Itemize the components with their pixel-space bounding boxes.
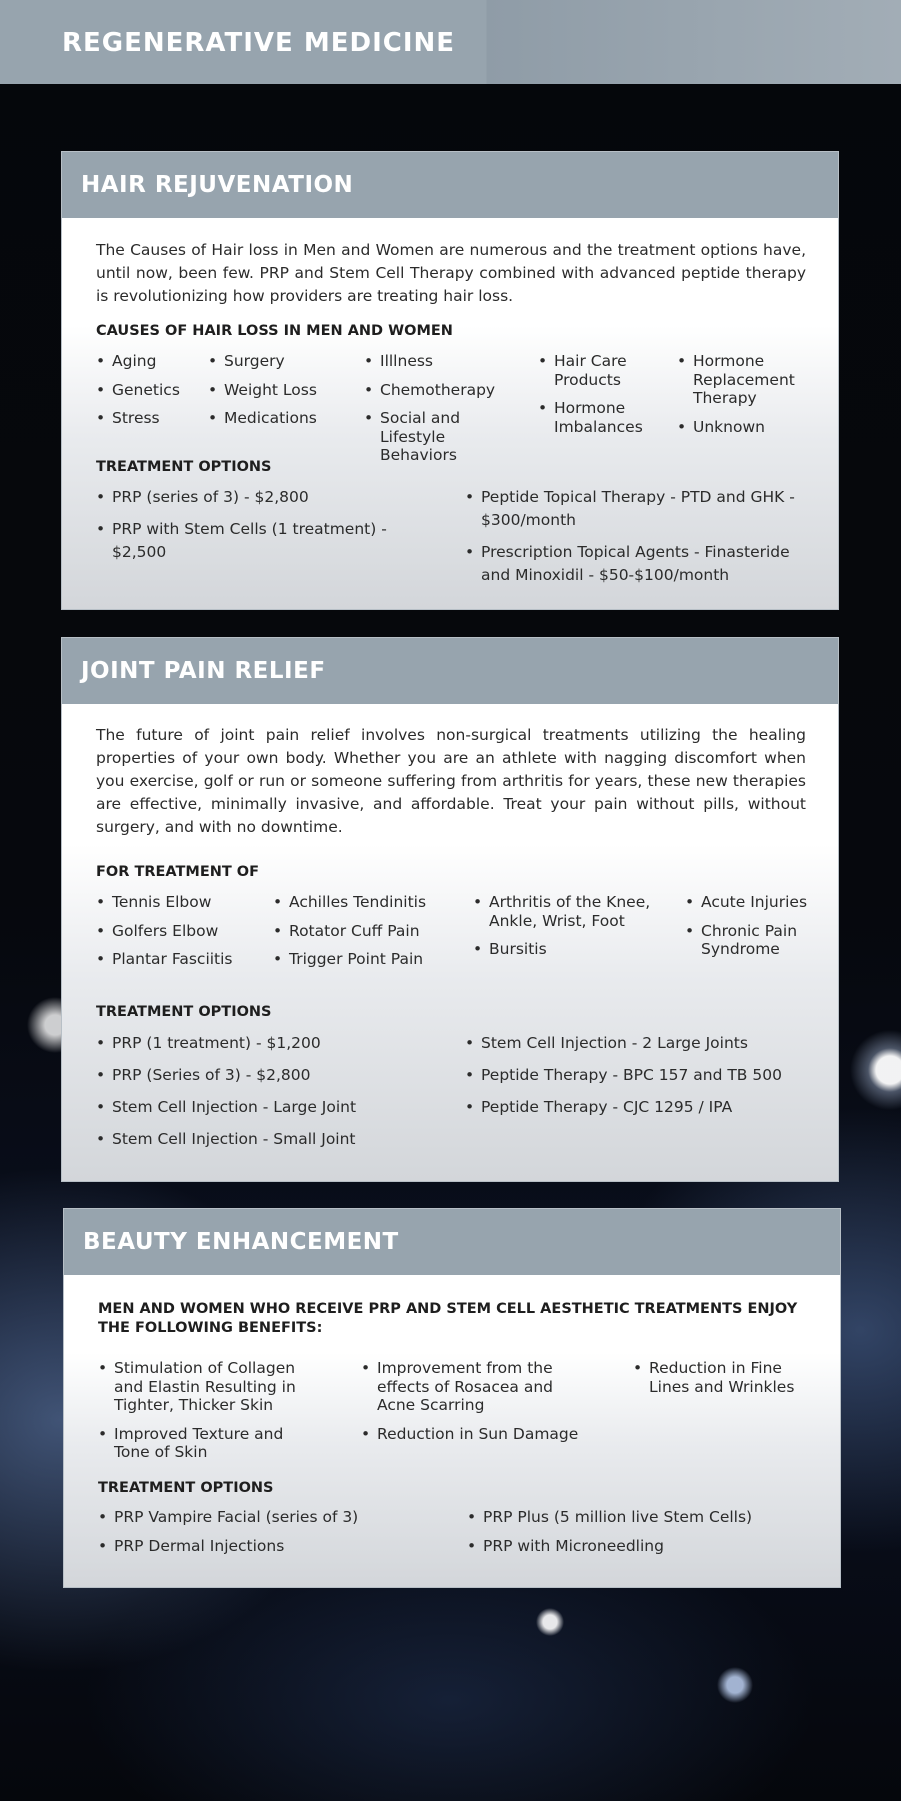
list-item: • Hormone Imbalances [538, 399, 663, 436]
list-item: • Arthritis of the Knee, Ankle, Wrist, Foot [473, 893, 663, 930]
joint-treatment-heading: TREATMENT OPTIONS [96, 1004, 272, 1020]
joint-treatments-left [96, 1032, 426, 1151]
joint-for-col-1 [96, 893, 256, 969]
beauty-benefits-col-2 [361, 1359, 596, 1443]
list-item: • Prescription Topical Agents - Finasteride and Minoxidil - $50-$100/month [465, 541, 805, 587]
list-item: • Stem Cell Injection - Large Joint [96, 1096, 426, 1119]
hair-causes-col-1 [96, 352, 191, 428]
list-item: • Peptide Topical Therapy - PTD and GHK - $300/month [465, 486, 805, 532]
list-item: • Aging [96, 352, 191, 371]
list-item: • Stem Cell Injection - Small Joint [96, 1128, 426, 1151]
list-item: • Illlness [364, 352, 524, 371]
beauty-benefits-col-1 [98, 1359, 313, 1462]
list-item: • Trigger Point Pain [273, 950, 453, 969]
beauty-benefits-col-3 [633, 1359, 813, 1396]
list-item: • Surgery [208, 352, 348, 371]
beauty-treatments-right [467, 1508, 822, 1555]
joint-section-header [62, 638, 838, 704]
joint-for-col-2 [273, 893, 453, 969]
joint-for-heading: FOR TREATMENT OF [96, 864, 260, 880]
list-item: • PRP (Series of 3) - $2,800 [96, 1064, 426, 1087]
hair-section-header [62, 152, 838, 218]
list-item: • Hormone Replacement Therapy [677, 352, 812, 408]
page-title: REGENERATIVE MEDICINE [62, 28, 456, 58]
list-item: • Golfers Elbow [96, 922, 256, 941]
list-item: • Stress [96, 409, 191, 428]
joint-for-col-3 [473, 893, 663, 959]
list-item: • Chronic Pain Syndrome [685, 922, 825, 959]
list-item: • PRP with Microneedling [467, 1537, 822, 1556]
hair-intro: The Causes of Hair loss in Men and Women are numerous and the treatment options have, until now, been few. PRP and Stem Cell Therapy combined with advanced peptide therapy is revolutionizing how providers are treating hair loss. [96, 241, 806, 305]
list-item: • Tennis Elbow [96, 893, 256, 912]
beauty-treatments-left [98, 1508, 428, 1555]
list-item: • Weight Loss [208, 381, 348, 400]
list-item: • Stimulation of Collagen and Elastin Resulting in Tighter, Thicker Skin [98, 1359, 313, 1415]
list-item: • Chemotherapy [364, 381, 524, 400]
list-item: • Hair Care Products [538, 352, 663, 389]
list-item: • PRP with Stem Cells (1 treatment) - $2,500 [96, 518, 396, 564]
list-item: • Peptide Therapy - CJC 1295 / IPA [465, 1096, 820, 1119]
list-item: • Achilles Tendinitis [273, 893, 453, 912]
list-item: • PRP (series of 3) - $2,800 [96, 486, 396, 509]
list-item: • PRP Vampire Facial (series of 3) [98, 1508, 428, 1527]
hair-causes-heading: CAUSES OF HAIR LOSS IN MEN AND WOMEN [96, 323, 453, 339]
hair-causes-col-2 [208, 352, 348, 428]
hair-causes-col-3 [364, 352, 524, 465]
list-item: • PRP (1 treatment) - $1,200 [96, 1032, 426, 1055]
beauty-treatment-heading: TREATMENT OPTIONS [98, 1480, 274, 1496]
list-item: • PRP Dermal Injections [98, 1537, 428, 1556]
list-item: • Peptide Therapy - BPC 157 and TB 500 [465, 1064, 820, 1087]
list-item: • Unknown [677, 418, 812, 437]
hair-rejuvenation-card [61, 151, 839, 610]
beauty-benefits-heading: MEN AND WOMEN WHO RECEIVE PRP AND STEM CELL AESTHETIC TREATMENTS ENJOY THE FOLLOWING BENEFITS: [98, 1301, 798, 1336]
list-item: • Improvement from the effects of Rosacea and Acne Scarring [361, 1359, 596, 1415]
beauty-section-header [64, 1209, 840, 1275]
joint-treatments-right [465, 1032, 820, 1119]
beauty-section-title: BEAUTY ENHANCEMENT [83, 1229, 399, 1255]
page-header [0, 0, 901, 84]
beauty-enhancement-card [63, 1208, 841, 1588]
list-item: • PRP Plus (5 million live Stem Cells) [467, 1508, 822, 1527]
list-item: • Reduction in Sun Damage [361, 1425, 596, 1444]
joint-section-title: JOINT PAIN RELIEF [81, 658, 326, 684]
hair-causes-col-4 [538, 352, 663, 436]
list-item: • Acute Injuries [685, 893, 825, 912]
hair-causes-col-5 [677, 352, 812, 436]
hair-section-title: HAIR REJUVENATION [81, 172, 354, 198]
hair-treatments-left [96, 486, 396, 564]
joint-pain-relief-card [61, 637, 839, 1182]
list-item: • Bursitis [473, 940, 663, 959]
list-item: • Improved Texture and Tone of Skin [98, 1425, 313, 1462]
list-item: • Rotator Cuff Pain [273, 922, 453, 941]
hair-treatments-right [465, 486, 805, 587]
list-item: • Stem Cell Injection - 2 Large Joints [465, 1032, 820, 1055]
joint-intro: The future of joint pain relief involves non-surgical treatments utilizing the healing properties of your own body. Whether you are an athlete with nagging discomfort when you exercise, golf or run or someone suffering from arthritis for years, these new therapies are effective, minimally invasive, and affordable. Treat your pain without pills, without surgery, and with no downtime. [96, 726, 806, 836]
list-item: • Plantar Fasciitis [96, 950, 256, 969]
joint-for-col-4 [685, 893, 825, 959]
list-item: • Social and Lifestyle Behaviors [364, 409, 524, 465]
list-item: • Genetics [96, 381, 191, 400]
list-item: • Medications [208, 409, 348, 428]
hair-treatment-heading: TREATMENT OPTIONS [96, 459, 272, 475]
list-item: • Reduction in Fine Lines and Wrinkles [633, 1359, 813, 1396]
